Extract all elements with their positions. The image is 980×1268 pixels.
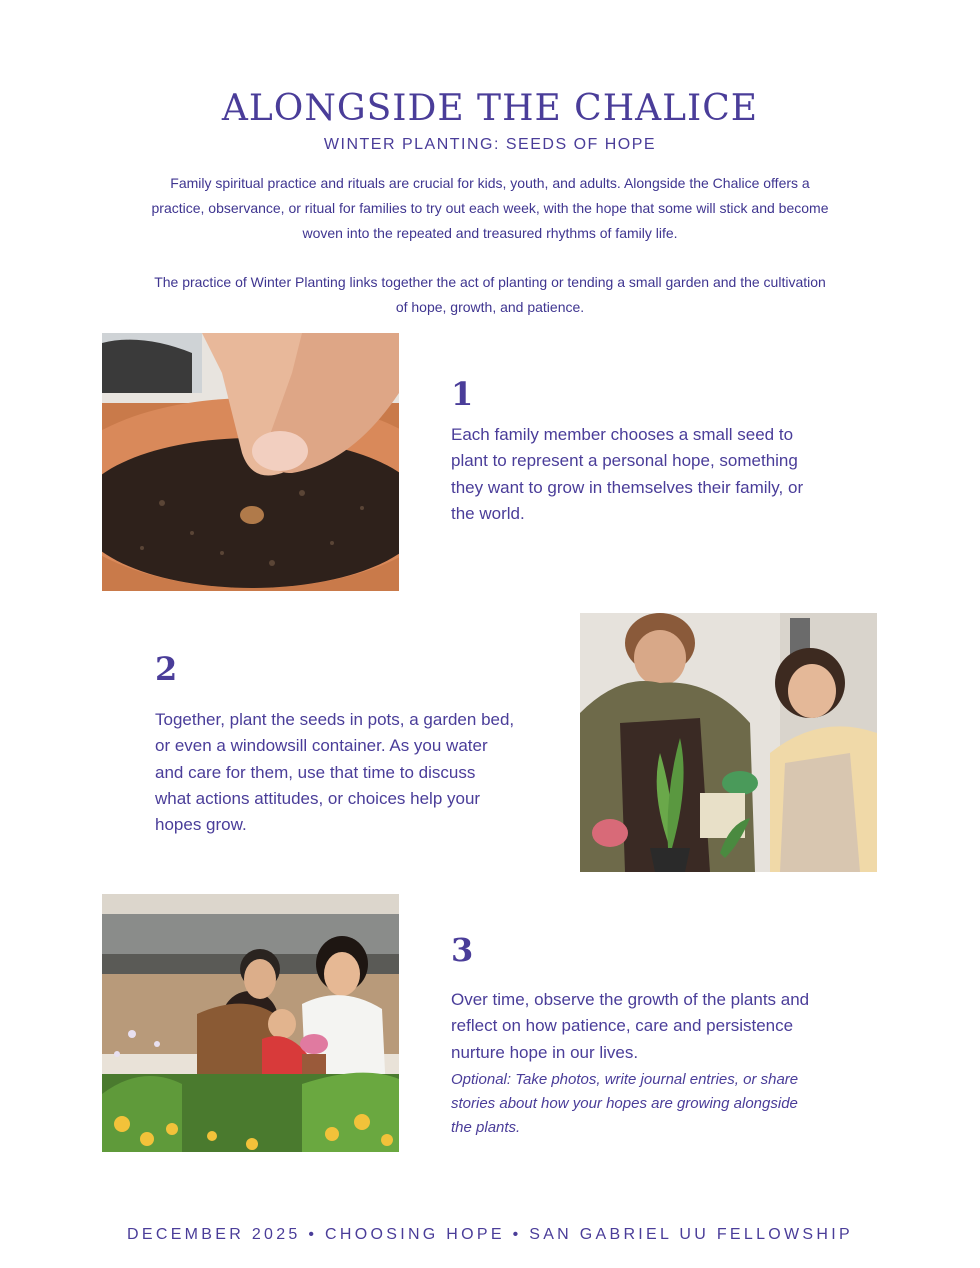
- step-3-optional-note: Optional: Take photos, write journal entries, or share stories about how your hopes are growing alongside the plants.: [451, 1071, 799, 1136]
- step-3-text: Over time, observe the growth of the plants and reflect on how patience, care and persistence nurture hope in our lives.: [451, 990, 810, 1062]
- step-2-text: Together, plant the seeds in pots, a garden bed, or even a windowsill container. As you water and care for them, use that time to discuss what actions attitudes, or choices help your hopes grow.: [155, 710, 515, 835]
- page-footer: DECEMBER 2025 • CHOOSING HOPE • SAN GABRIEL UU FELLOWSHIP: [127, 1226, 853, 1243]
- step-3-number: 3: [451, 931, 474, 969]
- step-2-number: 2: [155, 650, 178, 688]
- step-1-text: Each family member chooses a small seed to plant to represent a personal hope, something they want to grow in themselves their family, or the world.: [451, 425, 804, 523]
- intro-paragraph-2: The practice of Winter Planting links together the act of planting or tending a small garden and the cultivation of hope, growth, and patience.: [154, 274, 826, 315]
- page-title: ALONGSIDE THE CHALICE: [221, 88, 759, 129]
- step-1-number: 1: [451, 375, 474, 413]
- family-garden-photo: [102, 894, 399, 1152]
- seed-planting-photo: [102, 333, 399, 591]
- intro-paragraph-1: Family spiritual practice and rituals are crucial for kids, youth, and adults. Alongside the Chalice offers a practice, observance, or ritual for families to try out each week, with the hope that some will stick and become woven into the repeated and treasured rhythms of family life.: [151, 175, 829, 241]
- page-subtitle: WINTER PLANTING: SEEDS OF HOPE: [323, 136, 657, 153]
- potting-plants-photo: [580, 613, 877, 872]
